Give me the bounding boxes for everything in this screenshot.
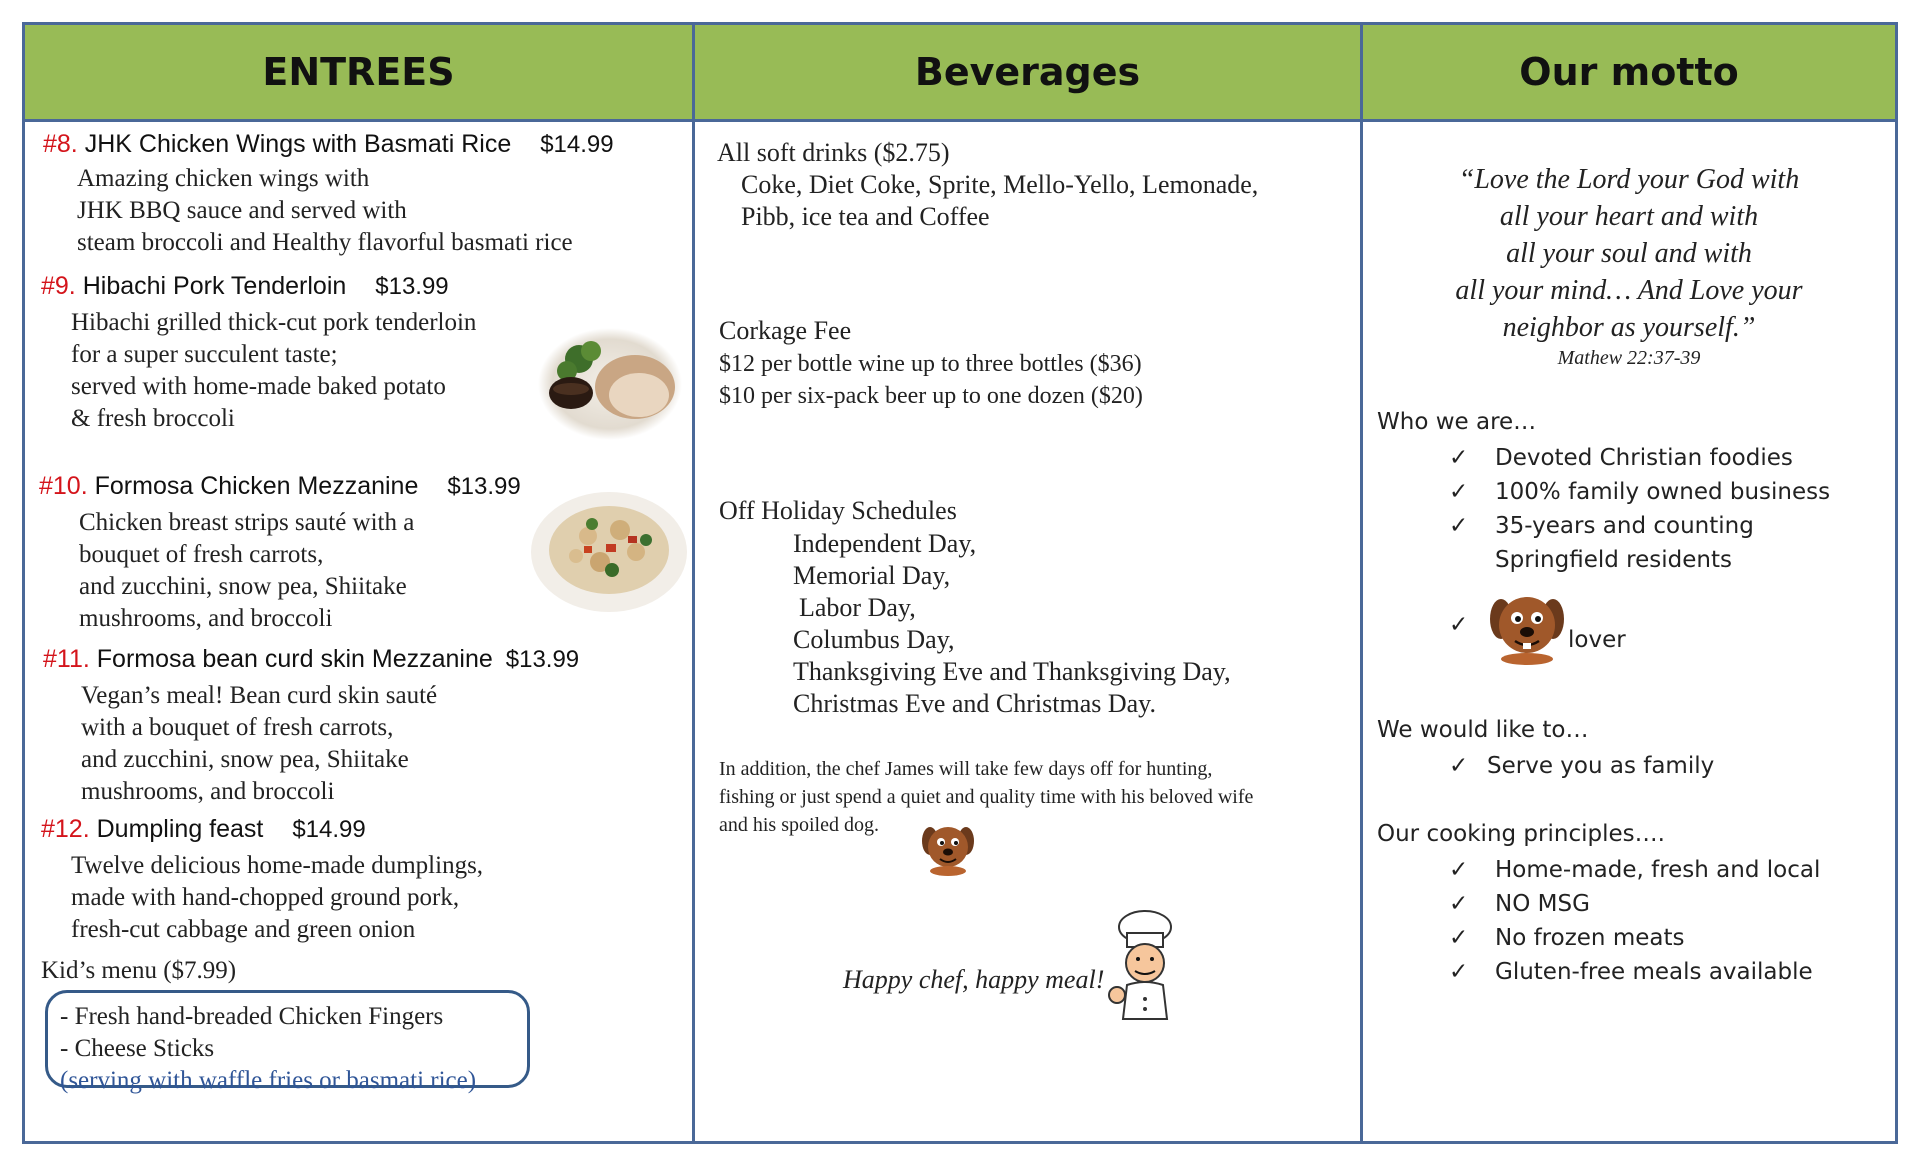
- entree-name: JHK Chicken Wings with Basmati Rice: [84, 130, 512, 158]
- entree-number: #9.: [41, 272, 76, 300]
- desc-line: made with hand-chopped ground pork,: [71, 884, 460, 911]
- entree-price: $14.99: [540, 131, 614, 158]
- entree-9-title: [41, 272, 449, 301]
- check-icon: ✓: [1449, 445, 1469, 471]
- holiday-line: Christmas Eve and Christmas Day.: [793, 689, 1156, 718]
- corkage-line: $10 per six-pack beer up to one dozen ($20): [719, 383, 1143, 409]
- like-text: Serve you as family: [1487, 753, 1715, 779]
- entree-number: #10.: [39, 472, 88, 500]
- desc-line: Amazing chicken wings with: [77, 165, 370, 192]
- entrees-header: ENTREES: [25, 25, 692, 122]
- entrees-column: [25, 25, 695, 1141]
- soft-drinks-title: All soft drinks ($2.75): [717, 138, 950, 167]
- quote-line: “Love the Lord your God with: [1458, 164, 1800, 195]
- soft-drinks-list: [741, 169, 1258, 233]
- principle-text: Gluten-free meals available: [1495, 959, 1813, 985]
- entree-price: $13.99: [375, 273, 449, 300]
- bible-quote: [1363, 161, 1895, 370]
- kids-item: - Fresh hand-breaded Chicken Fingers: [60, 1003, 444, 1030]
- desc-line: mushrooms, and broccoli: [79, 605, 333, 632]
- who-item: [1449, 475, 1830, 509]
- principle-item: [1449, 853, 1820, 887]
- desc-line: bouquet of fresh carrots,: [79, 541, 324, 568]
- desc-line: with a bouquet of fresh carrots,: [81, 714, 394, 741]
- who-item: [1449, 441, 1830, 475]
- entree-8-title: [43, 130, 614, 159]
- principles-title: Our cooking principles….: [1377, 821, 1665, 847]
- check-icon: ✓: [1449, 753, 1469, 779]
- who-text: Devoted Christian foodies: [1495, 445, 1793, 471]
- desc-line: Vegan’s meal! Bean curd skin sauté: [81, 682, 438, 709]
- check-icon: ✓: [1449, 857, 1469, 883]
- desc-line: Twelve delicious home-made dumplings,: [71, 852, 484, 879]
- lover-text: lover: [1568, 627, 1626, 653]
- dog-icon: [1487, 585, 1567, 667]
- who-text: Springfield residents: [1495, 547, 1732, 573]
- note-line: In addition, the chef James will take few days off for hunting,: [719, 758, 1213, 780]
- desc-line: mushrooms, and broccoli: [81, 778, 335, 805]
- small-dog-icon: [920, 817, 976, 877]
- beverages-header: Beverages: [695, 25, 1360, 122]
- kids-menu-title: Kid’s menu ($7.99): [41, 957, 237, 984]
- desc-line: Chicken breast strips sauté with a: [79, 509, 415, 536]
- holiday-line: Labor Day,: [799, 593, 916, 622]
- like-title: We would like to…: [1377, 717, 1589, 743]
- desc-line: steam broccoli and Healthy flavorful basmati rice: [77, 229, 573, 256]
- entree-number: #12.: [41, 815, 90, 843]
- corkage-list: [719, 348, 1143, 412]
- desc-line: JHK BBQ sauce and served with: [77, 197, 407, 224]
- motto-column: [1363, 25, 1895, 1141]
- desc-line: for a super succulent taste;: [71, 341, 338, 368]
- entree-number: #8.: [43, 130, 78, 158]
- who-item: [1449, 509, 1830, 543]
- kids-note: (serving with waffle fries or basmati rice): [60, 1067, 477, 1094]
- drinks-line: Pibb, ice tea and Coffee: [741, 202, 990, 231]
- beverages-column: [695, 25, 1363, 1141]
- holiday-line: Independent Day,: [793, 529, 977, 558]
- entree-price: $14.99: [292, 816, 366, 843]
- quote-citation: Mathew 22:37-39: [1557, 347, 1701, 369]
- desc-line: and zucchini, snow pea, Shiitake: [81, 746, 409, 773]
- holiday-line: Columbus Day,: [793, 625, 955, 654]
- entree-9-desc: [71, 307, 476, 435]
- entree-12-desc: [71, 850, 483, 946]
- entree-11-title: [43, 645, 579, 674]
- chef-icon: [1105, 907, 1185, 1025]
- desc-line: served with home-made baked potato: [71, 373, 446, 400]
- entree-name: Dumpling feast: [96, 815, 264, 843]
- pork-tenderloin-photo: [535, 325, 685, 443]
- who-list: [1449, 441, 1830, 577]
- like-item: [1449, 749, 1714, 783]
- motto-header: Our motto: [1363, 25, 1895, 122]
- check-icon: ✓: [1449, 959, 1469, 985]
- check-icon: ✓: [1449, 891, 1469, 917]
- who-text: 100% family owned business: [1495, 479, 1831, 505]
- entree-price: $13.99: [505, 646, 580, 673]
- kids-menu-box: [45, 990, 530, 1094]
- like-list: [1449, 749, 1714, 783]
- principle-item: [1449, 955, 1820, 989]
- quote-line: all your heart and with: [1499, 201, 1759, 232]
- entree-name: Formosa Chicken Mezzanine: [94, 472, 419, 500]
- principle-text: NO MSG: [1495, 891, 1590, 917]
- holiday-line: Memorial Day,: [793, 561, 951, 590]
- drinks-line: Coke, Diet Coke, Sprite, Mello-Yello, Lemonade,: [741, 170, 1259, 199]
- happy-chef-text: Happy chef, happy meal!: [843, 965, 1105, 994]
- check-icon: ✓: [1449, 612, 1469, 638]
- principles-list: [1449, 853, 1820, 989]
- who-title: Who we are…: [1377, 409, 1537, 435]
- entree-8-desc: [77, 163, 573, 259]
- entree-10-title: [39, 472, 521, 501]
- desc-line: Hibachi grilled thick-cut pork tenderloin: [71, 309, 477, 336]
- chicken-mezzanine-photo: [528, 490, 690, 614]
- holiday-list: [793, 528, 1231, 720]
- principle-item: [1449, 887, 1820, 921]
- chef-note: [719, 755, 1253, 839]
- desc-line: & fresh broccoli: [71, 405, 235, 432]
- principle-text: No frozen meats: [1495, 925, 1685, 951]
- entree-name: Formosa bean curd skin Mezzanine: [96, 645, 493, 673]
- check-icon: ✓: [1449, 925, 1469, 951]
- desc-line: fresh-cut cabbage and green onion: [71, 916, 416, 943]
- corkage-title: Corkage Fee: [719, 316, 852, 345]
- menu-board: [22, 22, 1898, 1144]
- who-text: 35-years and counting: [1495, 513, 1754, 539]
- principle-item: [1449, 921, 1820, 955]
- holiday-line: Thanksgiving Eve and Thanksgiving Day,: [793, 657, 1231, 686]
- desc-line: and zucchini, snow pea, Shiitake: [79, 573, 407, 600]
- quote-line: all your soul and with: [1506, 238, 1752, 269]
- check-icon: ✓: [1449, 479, 1469, 505]
- principle-text: Home-made, fresh and local: [1495, 857, 1821, 883]
- entree-11-desc: [81, 680, 437, 808]
- note-line: and his spoiled dog.: [719, 814, 879, 836]
- check-icon: ✓: [1449, 513, 1469, 539]
- kids-item: - Cheese Sticks: [60, 1035, 215, 1062]
- quote-line: neighbor as yourself.”: [1502, 312, 1756, 343]
- entree-12-title: [41, 815, 366, 844]
- who-item: [1449, 543, 1830, 577]
- holiday-title: Off Holiday Schedules: [719, 496, 957, 525]
- corkage-line: $12 per bottle wine up to three bottles ($36): [719, 351, 1142, 377]
- note-line: fishing or just spend a quiet and quality time with his beloved wife: [719, 786, 1254, 808]
- entree-name: Hibachi Pork Tenderloin: [82, 272, 347, 300]
- entree-price: $13.99: [447, 473, 521, 500]
- entree-number: #11.: [43, 645, 90, 673]
- quote-line: all your mind… And Love your: [1455, 275, 1803, 306]
- entree-10-desc: [79, 507, 414, 635]
